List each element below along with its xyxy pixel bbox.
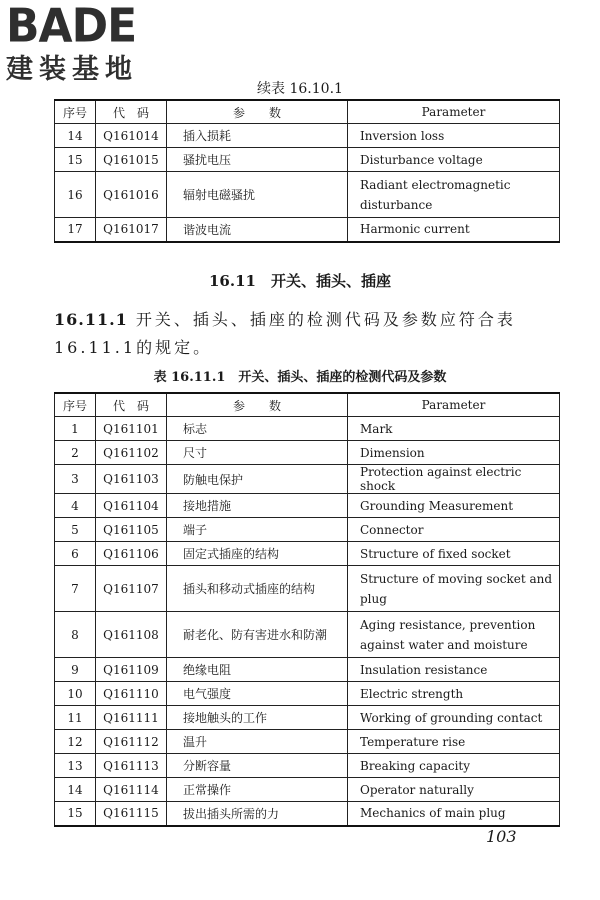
row-parameter: Grounding Measurement (348, 494, 560, 518)
row-number: 7 (55, 566, 96, 612)
header-param: 参 数 (167, 100, 348, 124)
row-parameter: Disturbance voltage (348, 148, 560, 172)
row-param: 骚扰电压 (167, 148, 348, 172)
row-code: Q161103 (96, 465, 167, 494)
row-parameter: Connector (348, 518, 560, 542)
row-code: Q161016 (96, 172, 167, 218)
row-code: Q161112 (96, 730, 167, 754)
row-number: 2 (55, 441, 96, 465)
row-code: Q161109 (96, 658, 167, 682)
row-code: Q161110 (96, 682, 167, 706)
row-code: Q161107 (96, 566, 167, 612)
header-code: 代 码 (96, 100, 167, 124)
logo-wordmark: BADE (6, 0, 137, 54)
row-parameter: Temperature rise (348, 730, 560, 754)
table-row (55, 148, 560, 172)
row-param: 辐射电磁骚扰 (167, 172, 348, 218)
row-code: Q161114 (96, 778, 167, 802)
row-parameter: Dimension (348, 441, 560, 465)
row-parameter: Electric strength (348, 682, 560, 706)
row-param: 分断容量 (167, 754, 348, 778)
row-parameter: Breaking capacity (348, 754, 560, 778)
row-number: 15 (55, 802, 96, 826)
logo-subtitle: 建装基地 (6, 54, 138, 85)
header-parameter: Parameter (348, 393, 560, 417)
table-header-row (55, 100, 560, 124)
row-number: 1 (55, 417, 96, 441)
row-code: Q161113 (96, 754, 167, 778)
row-code: Q161015 (96, 148, 167, 172)
row-param: 绝缘电阻 (167, 658, 348, 682)
table-header-row (55, 393, 560, 417)
header-no: 序号 (55, 393, 96, 417)
row-code: Q161101 (96, 417, 167, 441)
row-code: Q161115 (96, 802, 167, 826)
row-param: 接地措施 (167, 494, 348, 518)
table-row (55, 754, 560, 778)
row-param: 尺寸 (167, 441, 348, 465)
row-parameter: Operator naturally (348, 778, 560, 802)
row-number: 14 (55, 124, 96, 148)
row-code: Q161111 (96, 706, 167, 730)
table-row (55, 566, 560, 612)
row-number: 14 (55, 778, 96, 802)
row-number: 4 (55, 494, 96, 518)
row-number: 12 (55, 730, 96, 754)
table-row (55, 542, 560, 566)
row-code: Q161014 (96, 124, 167, 148)
row-number: 15 (55, 148, 96, 172)
table-row (55, 778, 560, 802)
row-param: 固定式插座的结构 (167, 542, 348, 566)
row-parameter: Inversion loss (348, 124, 560, 148)
row-param: 接地触头的工作 (167, 706, 348, 730)
header-no: 序号 (55, 100, 96, 124)
table-16-11-1 (54, 392, 560, 827)
row-param: 防触电保护 (167, 465, 348, 494)
page-number: 103 (486, 827, 517, 846)
row-number: 8 (55, 612, 96, 658)
row-code: Q161017 (96, 218, 167, 242)
table-row (55, 682, 560, 706)
table-row (55, 124, 560, 148)
table-row (55, 802, 560, 826)
row-parameter: Structure of fixed socket (348, 542, 560, 566)
table-row (55, 612, 560, 658)
row-number: 6 (55, 542, 96, 566)
row-code: Q161108 (96, 612, 167, 658)
row-parameter: Structure of moving socket and plug (348, 566, 560, 612)
row-parameter: Harmonic current (348, 218, 560, 242)
row-parameter: Radiant electromagnetic disturbance (348, 172, 560, 218)
header-parameter: Parameter (348, 100, 560, 124)
row-number: 17 (55, 218, 96, 242)
row-code: Q161104 (96, 494, 167, 518)
table-row (55, 465, 560, 494)
row-param: 插入损耗 (167, 124, 348, 148)
table-row (55, 658, 560, 682)
row-number: 11 (55, 706, 96, 730)
row-number: 10 (55, 682, 96, 706)
row-number: 3 (55, 465, 96, 494)
table-row (55, 706, 560, 730)
row-parameter: Mechanics of main plug (348, 802, 560, 826)
table1-caption: 续表 16.10.1 (257, 81, 343, 97)
row-param: 插头和移动式插座的结构 (167, 566, 348, 612)
row-param: 标志 (167, 417, 348, 441)
row-param: 端子 (167, 518, 348, 542)
clause-number: 16.11.1 (54, 310, 128, 329)
row-code: Q161105 (96, 518, 167, 542)
row-parameter: Working of grounding contact (348, 706, 560, 730)
table-row (55, 518, 560, 542)
table-16-10-1-continued (54, 99, 560, 243)
paragraph (54, 306, 540, 362)
row-param: 耐老化、防有害进水和防潮 (167, 612, 348, 658)
row-number: 16 (55, 172, 96, 218)
row-param: 拔出插头所需的力 (167, 802, 348, 826)
row-param: 温升 (167, 730, 348, 754)
table-row (55, 494, 560, 518)
section-title: 16.11 开关、插头、插座 (209, 272, 391, 290)
row-number: 9 (55, 658, 96, 682)
row-param: 正常操作 (167, 778, 348, 802)
row-code: Q161106 (96, 542, 167, 566)
row-parameter: Insulation resistance (348, 658, 560, 682)
clause-text: 开关、插头、插座的检测代码及参数应符合表16.11.1的规定。 (54, 310, 516, 357)
row-number: 13 (55, 754, 96, 778)
table-row (55, 441, 560, 465)
row-param: 电气强度 (167, 682, 348, 706)
row-number: 5 (55, 518, 96, 542)
row-parameter: Aging resistance, prevention against water and moisture (348, 612, 560, 658)
table-row (55, 730, 560, 754)
row-parameter: Mark (348, 417, 560, 441)
table-row (55, 218, 560, 242)
table-row (55, 172, 560, 218)
table-row (55, 417, 560, 441)
header-code: 代 码 (96, 393, 167, 417)
table2-caption: 表 16.11.1 开关、插头、插座的检测代码及参数 (153, 370, 447, 385)
row-code: Q161102 (96, 441, 167, 465)
row-parameter: Protection against electric shock (348, 465, 560, 494)
header-param: 参 数 (167, 393, 348, 417)
row-param: 谐波电流 (167, 218, 348, 242)
